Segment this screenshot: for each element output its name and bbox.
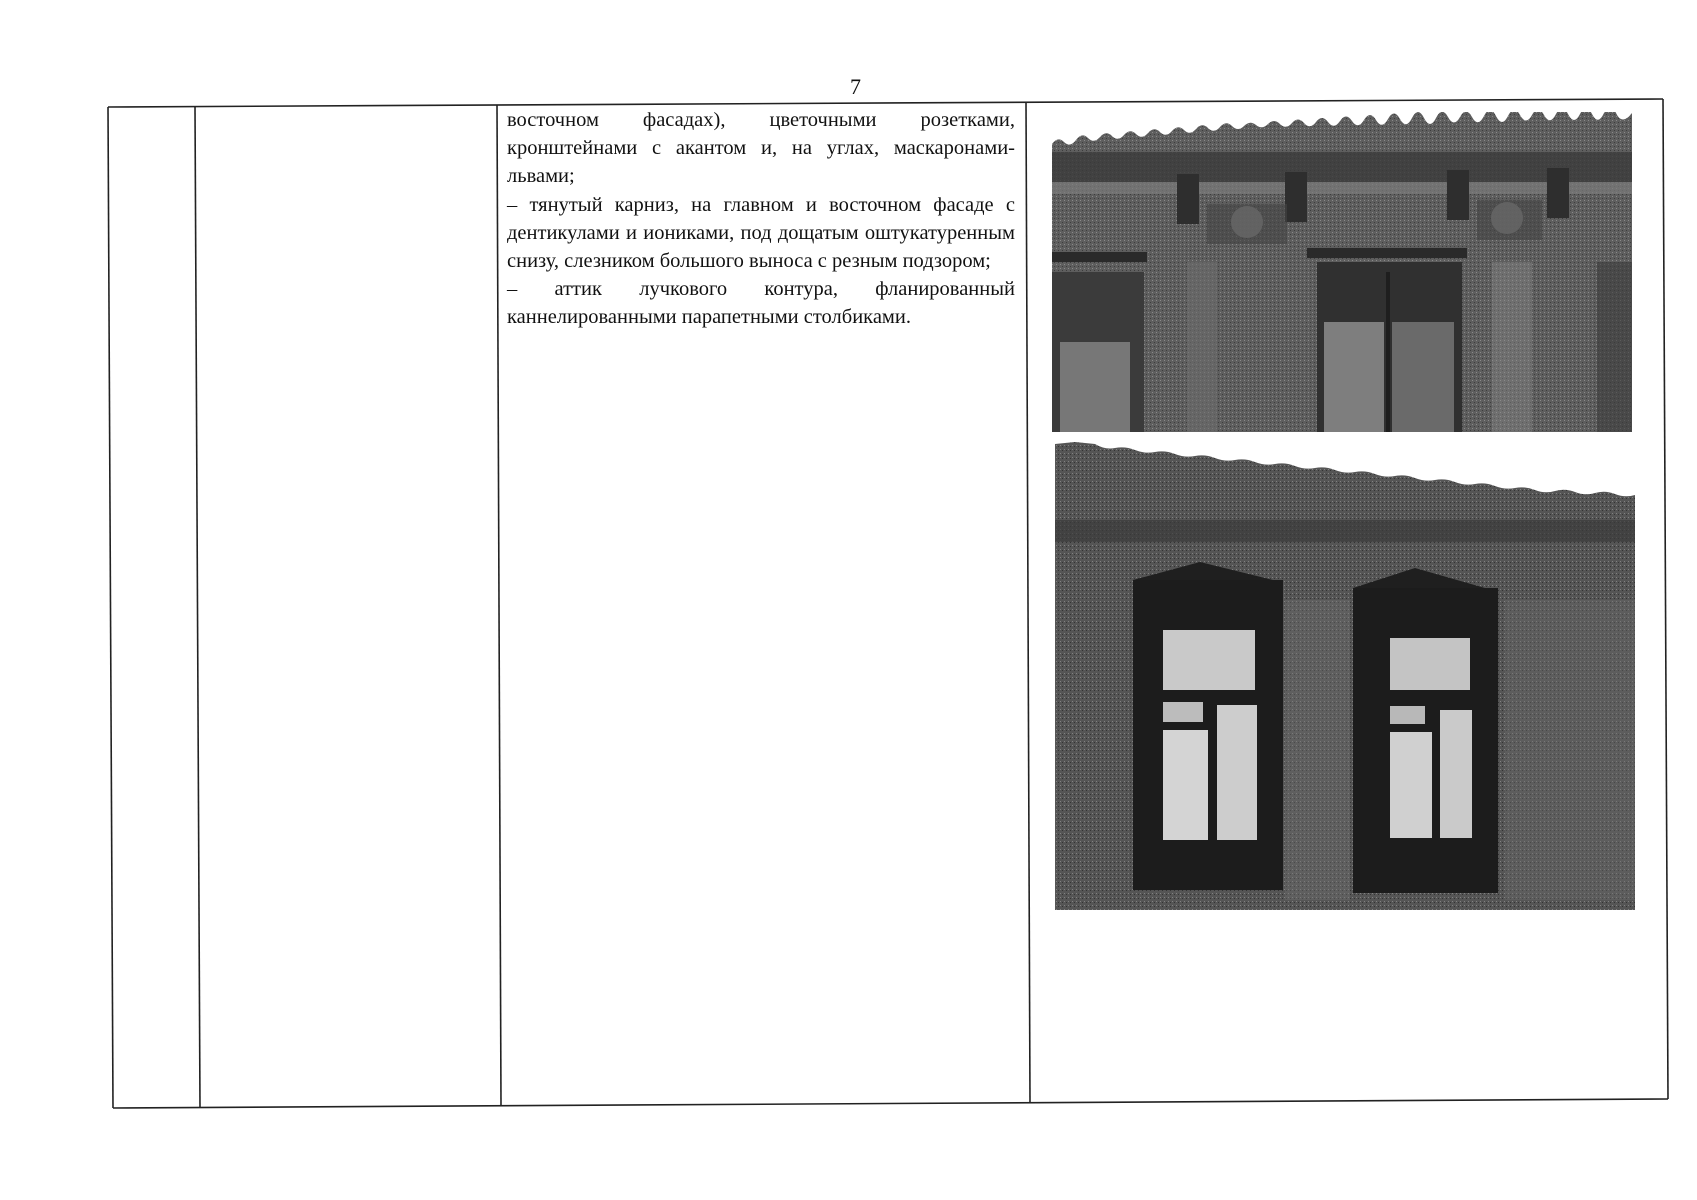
paragraph-2: – тянутый карниз, на главном и восточном фасаде с дентикулами и иониками, под дощатым оштукатуренным снизу, слезником большого выноса с резным подзором;: [507, 193, 1015, 273]
cell-text: [507, 106, 1015, 332]
paragraph-1: восточном фасадах), цветочными розетками, кронштейнами с акантом и, на углах, маскаронами-львами;: [507, 109, 1015, 188]
table-bottom-border: [113, 1099, 1668, 1108]
photo-top: [1052, 112, 1632, 432]
column-divider-2: [497, 105, 501, 1106]
photo-bottom: [1055, 440, 1635, 910]
table-right-border: [1663, 99, 1668, 1099]
page-number: 7: [850, 74, 861, 99]
table-left-border: [108, 107, 113, 1108]
column-divider-1: [195, 107, 200, 1108]
column-divider-3: [1026, 102, 1030, 1103]
paragraph-3: – аттик лучкового контура, фланированный каннелированными парапетными столбиками.: [507, 278, 1015, 329]
